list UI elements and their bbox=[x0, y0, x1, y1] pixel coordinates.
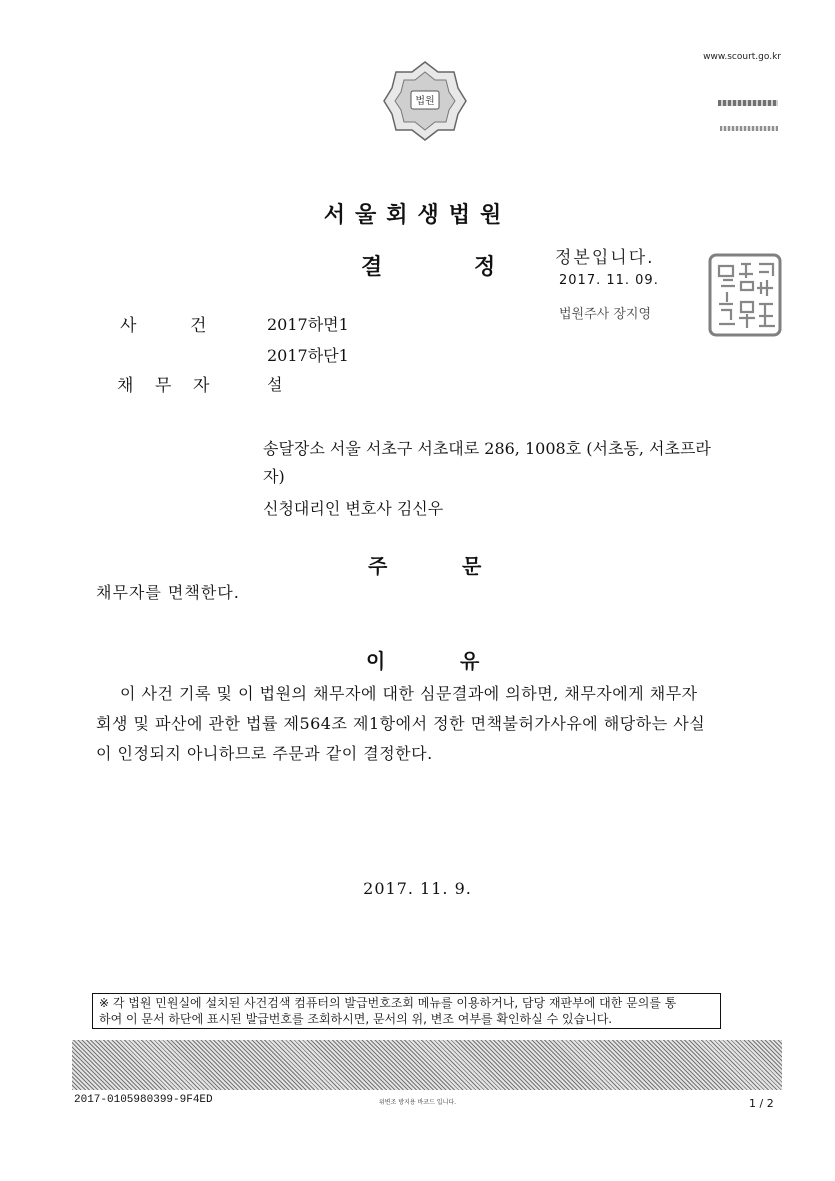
website-url: www.scourt.go.kr bbox=[703, 52, 781, 62]
decision-date: 2017. 11. 9. bbox=[363, 879, 472, 898]
document-number: 2017-0105980399-9F4ED bbox=[74, 1094, 213, 1106]
certification-clerk: 법원주사 장지영 bbox=[559, 307, 652, 322]
debtor-label-3: 자 bbox=[193, 376, 210, 396]
anti-forgery-barcode bbox=[72, 1040, 782, 1090]
verification-notice bbox=[92, 993, 721, 1029]
case-number: 2017하단1 bbox=[267, 346, 349, 365]
order-title-left: 주 bbox=[368, 554, 388, 578]
case-label-2: 건 bbox=[190, 316, 207, 336]
delivery-address: 송달장소 서울 서초구 서초대로 286, 1008호 (서초동, 서초프라 bbox=[263, 439, 711, 458]
header-barcode-line bbox=[718, 100, 778, 106]
notice-line: ※ 각 법원 민원실에 설치된 사건검색 컴퓨터의 발급번호조회 메뉴를 이용하거나, 담당 재판부에 대한 문의를 통 bbox=[99, 996, 677, 1010]
case-label-1: 사 bbox=[120, 316, 137, 336]
certification-text: 정본입니다. bbox=[555, 248, 655, 268]
document-type-right: 정 bbox=[474, 254, 496, 280]
applicant-agent: 신청대리인 변호사 김신우 bbox=[263, 499, 444, 518]
debtor-name: 설 bbox=[267, 375, 283, 394]
debtor-label-2: 무 bbox=[155, 376, 172, 396]
reason-title-right: 유 bbox=[460, 649, 480, 673]
court-name: 서울회생법원 bbox=[323, 202, 512, 228]
court-emblem-icon bbox=[382, 58, 468, 144]
delivery-address-cont: 자) bbox=[263, 467, 285, 486]
order-title-right: 문 bbox=[462, 554, 482, 578]
emblem-text: 법원 bbox=[415, 96, 435, 107]
document-type-left: 결 bbox=[361, 254, 383, 280]
court-seal-icon bbox=[707, 252, 783, 338]
reason-line: 이 인정되지 아니하므로 주문과 같이 결정한다. bbox=[96, 744, 433, 763]
barcode-caption: 위변조 방지용 바코드 입니다. bbox=[378, 1099, 457, 1106]
page-number: 1 / 2 bbox=[749, 1097, 774, 1110]
case-number: 2017하면1 bbox=[267, 315, 349, 334]
header-barcode-line bbox=[720, 126, 778, 131]
reason-title-left: 이 bbox=[366, 649, 386, 673]
certification-date: 2017. 11. 09. bbox=[559, 273, 659, 288]
reason-line: 회생 및 파산에 관한 법률 제564조 제1항에서 정한 면책불허가사유에 해당하는 사실 bbox=[96, 714, 706, 733]
reason-line: 이 사건 기록 및 이 법원의 채무자에 대한 심문결과에 의하면, 채무자에게 채무자 bbox=[120, 684, 698, 703]
notice-line: 하여 이 문서 하단에 표시된 발급번호를 조회하시면, 문서의 위, 변조 여부를 확인하실 수 있습니다. bbox=[99, 1012, 613, 1026]
debtor-label-1: 채 bbox=[117, 376, 134, 396]
order-text: 채무자를 면책한다. bbox=[96, 583, 240, 602]
